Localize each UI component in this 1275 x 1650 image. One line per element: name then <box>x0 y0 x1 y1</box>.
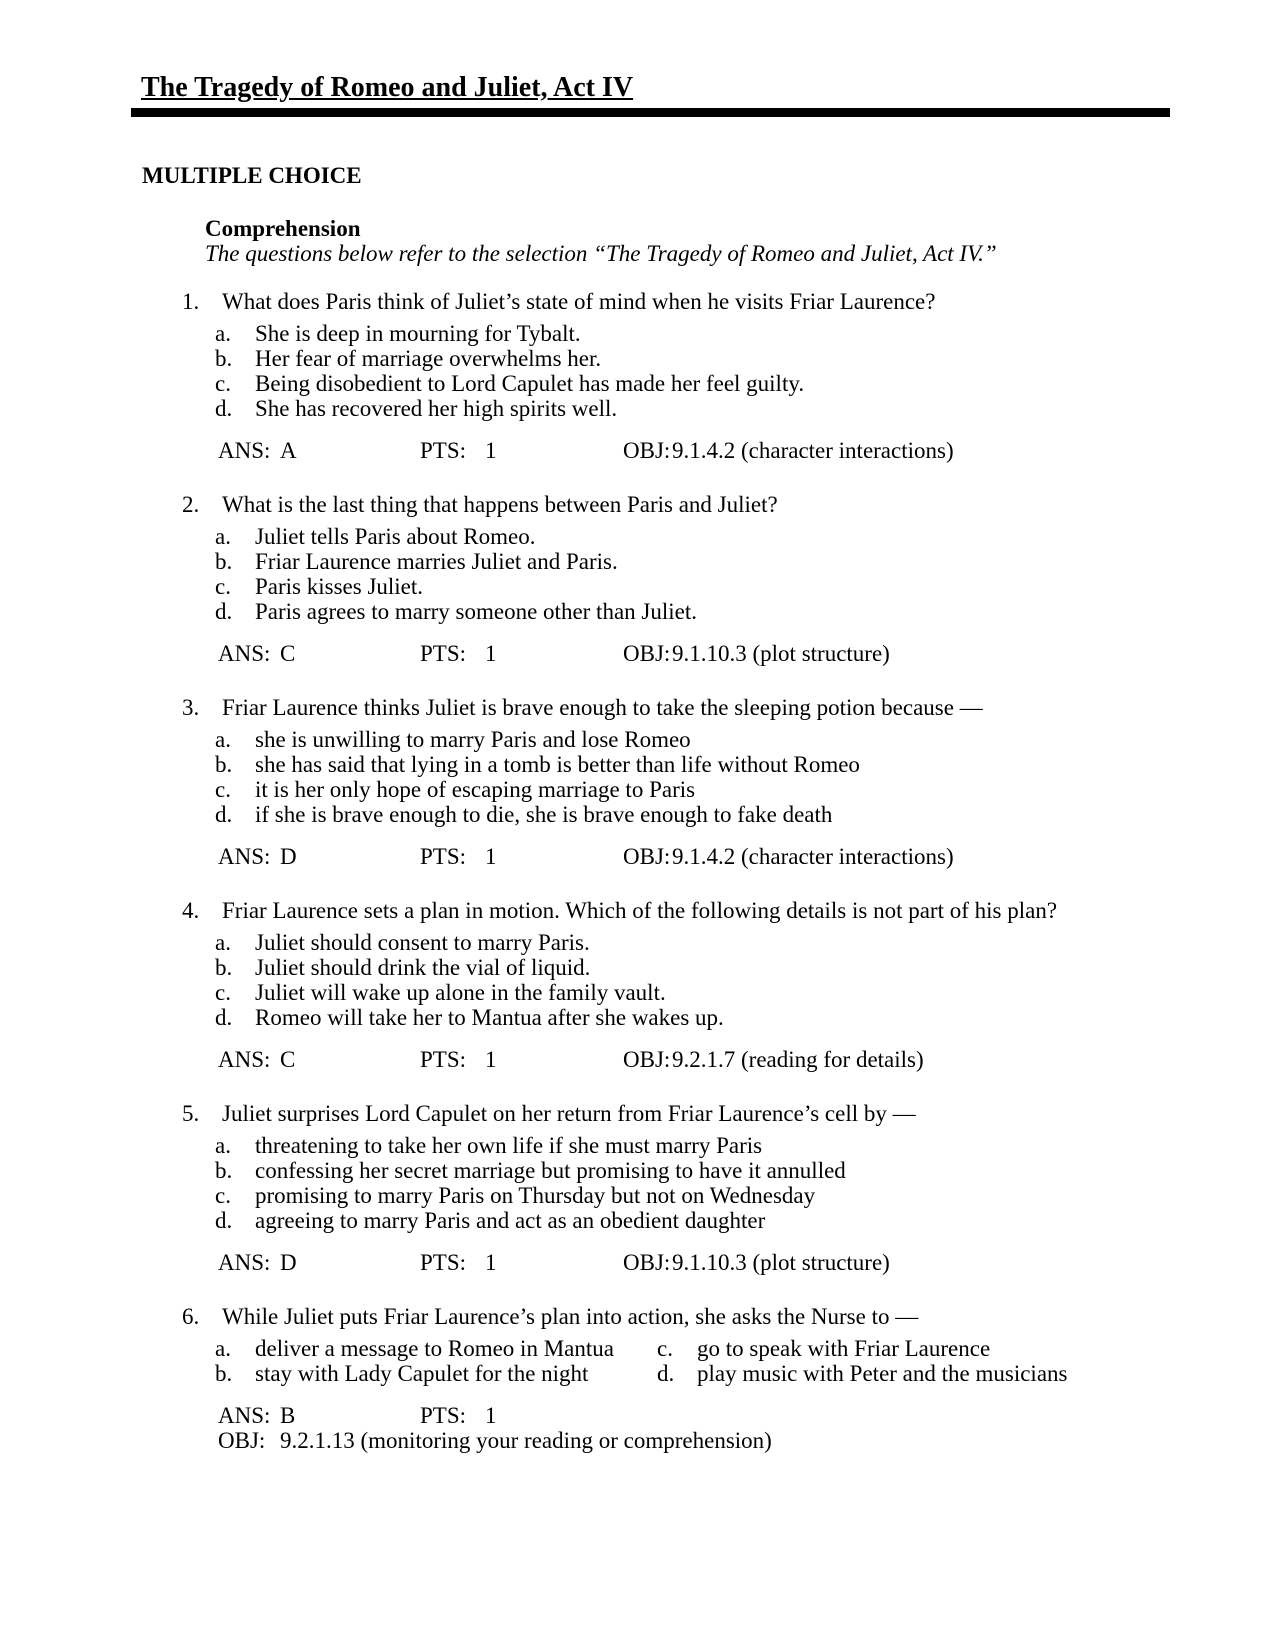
option-text: promising to marry Paris on Thursday but not on Wednesday <box>255 1183 816 1208</box>
ans-label: ANS: <box>218 1250 271 1275</box>
option-letter: d. <box>657 1361 675 1386</box>
question-5 <box>182 1101 1170 1275</box>
objective-row <box>218 1428 1170 1453</box>
pts-label: PTS: <box>420 1250 467 1275</box>
answer-row <box>218 438 1170 463</box>
option-letter: a. <box>215 524 231 549</box>
option-letter: d. <box>215 599 233 624</box>
option-text: go to speak with Friar Laurence <box>697 1336 991 1361</box>
option-list <box>215 524 1170 624</box>
option-a <box>215 1336 657 1361</box>
question-stem: What does Paris think of Juliet’s state of mind when he visits Friar Laurence? <box>222 289 936 314</box>
option-text: Friar Laurence marries Juliet and Paris. <box>255 549 618 574</box>
option-letter: b. <box>215 1361 233 1386</box>
option-c <box>215 980 1170 1005</box>
obj-value: 9.1.4.2 (character interactions) <box>672 438 954 463</box>
option-d <box>215 1208 1170 1233</box>
option-text: agreeing to marry Paris and act as an obedient daughter <box>255 1208 766 1233</box>
question-stem: What is the last thing that happens between Paris and Juliet? <box>222 492 778 517</box>
option-b <box>215 549 1170 574</box>
option-letter: b. <box>215 1158 233 1183</box>
option-letter: b. <box>215 752 233 777</box>
option-text: Juliet will wake up alone in the family vault. <box>255 980 666 1005</box>
obj-value: 9.1.10.3 (plot structure) <box>672 641 890 666</box>
option-b <box>215 1361 657 1386</box>
option-text: Juliet should drink the vial of liquid. <box>255 955 591 980</box>
pts-label: PTS: <box>420 844 467 869</box>
option-letter: d. <box>215 802 233 827</box>
answer-row <box>218 641 1170 666</box>
question-1 <box>182 289 1170 463</box>
option-letter: b. <box>215 549 233 574</box>
option-text: She has recovered her high spirits well. <box>255 396 618 421</box>
option-c <box>215 1183 1170 1208</box>
option-text: She is deep in mourning for Tybalt. <box>255 321 581 346</box>
option-letter: c. <box>215 371 231 396</box>
pts-value: 1 <box>485 438 497 463</box>
option-list <box>215 930 1170 1030</box>
obj-value: 9.2.1.7 (reading for details) <box>672 1047 924 1072</box>
option-d <box>215 396 1170 421</box>
option-letter: a. <box>215 1336 231 1361</box>
option-letter: c. <box>215 1183 231 1208</box>
ans-label: ANS: <box>218 1047 271 1072</box>
option-c <box>215 777 1170 802</box>
option-c <box>215 371 1170 396</box>
question-6 <box>182 1304 1170 1453</box>
option-text: Being disobedient to Lord Capulet has made her feel guilty. <box>255 371 805 396</box>
pts-label: PTS: <box>420 1403 467 1428</box>
option-list <box>215 1133 1170 1233</box>
answer-row <box>218 1047 1170 1072</box>
option-a <box>215 321 1170 346</box>
ans-value: A <box>280 438 297 463</box>
ans-label: ANS: <box>218 641 271 666</box>
ans-value: D <box>280 844 297 869</box>
option-text: she has said that lying in a tomb is better than life without Romeo <box>255 752 860 777</box>
question-number: 2. <box>182 492 200 517</box>
ans-value: C <box>280 641 296 666</box>
obj-label: OBJ: <box>623 641 671 666</box>
option-a <box>215 727 1170 752</box>
answer-row <box>218 1403 1170 1428</box>
pts-value: 1 <box>485 844 497 869</box>
option-text: stay with Lady Capulet for the night <box>255 1361 589 1386</box>
group-name: Comprehension <box>205 216 361 241</box>
answer-row <box>218 844 1170 869</box>
option-letter: a. <box>215 930 231 955</box>
question-3 <box>182 695 1170 869</box>
option-text: play music with Peter and the musicians <box>697 1361 1068 1386</box>
question-number: 6. <box>182 1304 200 1329</box>
option-text: it is her only hope of escaping marriage to Paris <box>255 777 696 802</box>
option-list <box>215 321 1170 421</box>
option-list <box>215 1336 1170 1386</box>
pts-label: PTS: <box>420 438 467 463</box>
option-letter: b. <box>215 346 233 371</box>
option-text: Paris agrees to marry someone other than Juliet. <box>255 599 697 624</box>
question-number: 1. <box>182 289 200 314</box>
pts-value: 1 <box>485 1250 497 1275</box>
option-d <box>215 802 1170 827</box>
pts-label: PTS: <box>420 1047 467 1072</box>
option-d <box>215 1005 1170 1030</box>
option-letter: c. <box>657 1336 673 1361</box>
ans-label: ANS: <box>218 844 271 869</box>
question-group-header <box>205 216 1170 266</box>
pts-value: 1 <box>485 1403 497 1428</box>
option-text: Romeo will take her to Mantua after she wakes up. <box>255 1005 724 1030</box>
obj-label: OBJ: <box>623 1250 671 1275</box>
option-b <box>215 346 1170 371</box>
option-text: Her fear of marriage overwhelms her. <box>255 346 602 371</box>
question-stem: Juliet surprises Lord Capulet on her return from Friar Laurence’s cell by — <box>222 1101 916 1126</box>
option-text: Paris kisses Juliet. <box>255 574 424 599</box>
option-text: Juliet should consent to marry Paris. <box>255 930 590 955</box>
option-d <box>215 599 1170 624</box>
pts-value: 1 <box>485 1047 497 1072</box>
answer-row <box>218 1250 1170 1275</box>
question-number: 3. <box>182 695 200 720</box>
option-text: threatening to take her own life if she must marry Paris <box>255 1133 763 1158</box>
option-b <box>215 752 1170 777</box>
option-b <box>215 1158 1170 1183</box>
title-rule <box>131 108 1170 117</box>
ans-value: D <box>280 1250 297 1275</box>
question-number: 5. <box>182 1101 200 1126</box>
obj-value: 9.1.4.2 (character interactions) <box>672 844 954 869</box>
option-letter: b. <box>215 955 233 980</box>
option-c <box>657 1336 1170 1361</box>
ans-value: C <box>280 1047 296 1072</box>
ans-value: B <box>280 1403 296 1428</box>
option-a <box>215 930 1170 955</box>
option-letter: a. <box>215 727 231 752</box>
option-text: if she is brave enough to die, she is brave enough to fake death <box>255 802 833 827</box>
obj-label: OBJ: <box>218 1428 266 1453</box>
pts-value: 1 <box>485 641 497 666</box>
option-d <box>657 1361 1170 1386</box>
question-stem: Friar Laurence sets a plan in motion. Which of the following details is not part of his plan? <box>222 898 1058 923</box>
ans-label: ANS: <box>218 1403 271 1428</box>
question-2 <box>182 492 1170 666</box>
obj-value: 9.2.1.13 (monitoring your reading or comprehension) <box>280 1428 772 1453</box>
option-b <box>215 955 1170 980</box>
pts-label: PTS: <box>420 641 467 666</box>
option-text: confessing her secret marriage but promising to have it annulled <box>255 1158 846 1183</box>
page-title: The Tragedy of Romeo and Juliet, Act IV <box>141 72 634 103</box>
option-text: deliver a message to Romeo in Mantua <box>255 1336 614 1361</box>
option-text: she is unwilling to marry Paris and lose Romeo <box>255 727 691 752</box>
option-letter: d. <box>215 1208 233 1233</box>
question-number: 4. <box>182 898 200 923</box>
option-letter: a. <box>215 321 231 346</box>
option-text: Juliet tells Paris about Romeo. <box>255 524 536 549</box>
obj-label: OBJ: <box>623 438 671 463</box>
option-c <box>215 574 1170 599</box>
question-4 <box>182 898 1170 1072</box>
section-heading: MULTIPLE CHOICE <box>142 163 362 188</box>
option-letter: c. <box>215 980 231 1005</box>
obj-label: OBJ: <box>623 1047 671 1072</box>
option-letter: a. <box>215 1133 231 1158</box>
option-letter: c. <box>215 574 231 599</box>
option-letter: c. <box>215 777 231 802</box>
ans-label: ANS: <box>218 438 271 463</box>
obj-label: OBJ: <box>623 844 671 869</box>
option-a <box>215 524 1170 549</box>
option-a <box>215 1133 1170 1158</box>
option-list <box>215 727 1170 827</box>
question-stem: Friar Laurence thinks Juliet is brave enough to take the sleeping potion because — <box>222 695 983 720</box>
option-letter: d. <box>215 396 233 421</box>
option-letter: d. <box>215 1005 233 1030</box>
group-directions: The questions below refer to the selection “The Tragedy of Romeo and Juliet, Act IV.” <box>205 241 997 266</box>
question-stem: While Juliet puts Friar Laurence’s plan into action, she asks the Nurse to — <box>222 1304 919 1329</box>
obj-value: 9.1.10.3 (plot structure) <box>672 1250 890 1275</box>
